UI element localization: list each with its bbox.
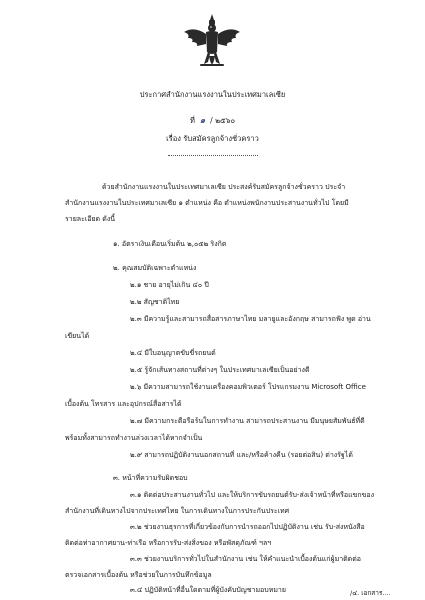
section-3-item-1a: ๓.๑ ติดต่อประสานงานทั่วไป และให้บริการขับรถยนต์รับ-ส่งเจ้าหน้าที่หรือแขกของ xyxy=(130,491,375,499)
handwritten-number: ๑ xyxy=(199,116,206,126)
section-1: ๑. อัตราเงินเดือนเริ่มต้น ๒,๐๕๒ ริงกิต xyxy=(113,240,227,248)
section-2-item-8: ๒.๙ สามารถปฏิบัติงานนอกสถานที่ และ/หรือค้างคืน (รอยต่อสิน) ต่างรัฐได้ xyxy=(130,451,353,459)
section-3-item-3a: ๓.๓ ช่วยงานบริการทั่วไปในสำนักงาน เช่น ให้คำแนะนำเบื้องต้นแก่ผู้มาติดต่อ xyxy=(130,555,361,563)
section-2-item-3a: ๒.๓ มีความรู้และสามารถสื่อสารภาษาไทย มลายูและอังกฤษ สามารถฟัง พูด อ่าน xyxy=(130,315,371,323)
section-2-item-1: ๒.๑ ชาย อายุไม่เกิน ๔๐ ปี xyxy=(130,281,209,289)
section-2-item-6a: ๒.๖ มีความสามารถใช้งานเครื่องคอมพิวเตอร์ โปรแกรมงาน Microsoft Office xyxy=(130,383,366,391)
section-3-item-4: ๓.๔ ปฏิบัติหน้าที่อื่นใดตามที่ผู้บังคับบัญชามอบหมาย xyxy=(130,586,286,594)
section-2-heading: ๒. คุณสมบัติเฉพาะตำแหน่ง xyxy=(113,264,197,272)
separator-rule xyxy=(168,155,258,156)
section-3-item-2b: ติดต่อท่าอากาศยาน-ท่าเรือ หรือการรับ-ส่งสิ่งของ หรือพัสดุภัณฑ์ ฯลฯ xyxy=(65,539,272,547)
intro-line-3: รายละเอียด ดังนี้ xyxy=(65,215,116,223)
intro-line-2: สำนักงานแรงงานในประเทศมาเลเซีย ๑ ตำแหน่ง คือ ตำแหน่งพนักงานประสานงานทั่วไป โดยมี xyxy=(65,199,349,207)
intro-line-1: ด้วยสำนักงานแรงงานในประเทศมาเลเซีย ประสงค์รับสมัครลูกจ้างชั่วคราว ประจำ xyxy=(102,183,346,191)
page-title: ประกาศสำนักงานแรงงานในประเทศมาเลเซีย xyxy=(139,90,286,99)
section-2-item-3b: เขียนได้ xyxy=(65,332,90,340)
garuda-emblem-icon xyxy=(180,12,244,76)
section-2-item-2: ๒.๒ สัญชาติไทย xyxy=(130,298,180,306)
section-2-item-7a: ๒.๗ มีความกระตือรือร้นในการทำงาน สามารถประสานงาน มีมนุษยสัมพันธ์ที่ดี xyxy=(130,417,365,425)
section-2-item-7b: พร้อมทั้งสามารถทำงานล่วงเวลาได้หากจำเป็น xyxy=(65,434,203,442)
continued-marker: /๔. เอกสาร.... xyxy=(350,589,391,597)
number-suffix: / ๒๕๖๐ xyxy=(210,116,236,125)
section-3-item-3b: ตรวจเอกสารเบื้องต้น หรือช่วยในการบันทึกข้อมูล xyxy=(65,571,212,579)
document-number xyxy=(0,113,425,127)
section-2-item-5: ๒.๕ รู้จักเส้นทางสถานที่ต่างๆ ในประเทศมาเลเซียเป็นอย่างดี xyxy=(130,366,310,374)
section-3-heading: ๓. หน้าที่ความรับผิดชอบ xyxy=(113,474,188,482)
section-3-item-2a: ๓.๒ ช่วยงานธุรการที่เกี่ยวข้องกับการนำรถออกไปปฏิบัติงาน เช่น รับ-ส่งหนังสือ xyxy=(130,523,365,531)
section-2-item-6b: เบื้องต้น โทรสาร และอุปกรณ์สื่อสารได้ xyxy=(65,400,182,408)
number-prefix: ที่ xyxy=(189,116,195,125)
section-3-item-1b: สำนักงานที่เดินทางไปจากประเทศไทย ในการเดินทางในการประกันประเทศ xyxy=(65,507,290,515)
section-2-item-4: ๒.๔ มีใบอนุญาตขับขี่รถยนต์ xyxy=(130,349,216,357)
subject-line: เรื่อง รับสมัครลูกจ้างชั่วคราว xyxy=(166,134,259,143)
